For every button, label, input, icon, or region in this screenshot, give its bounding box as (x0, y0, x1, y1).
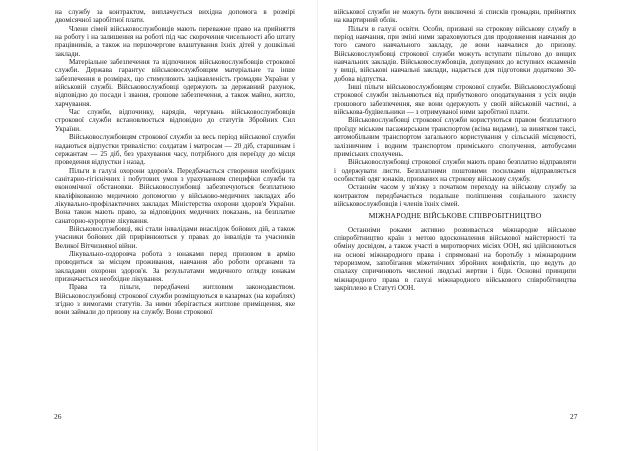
paragraph: Пільги в галузі освіти. Особи, призвані на строкову військову службу в період навчання, при зміні ними зараховуються для продовження навчання до того самого навчального закладу, де вони навчалися до призову. Військовослужбовці строкової служби можуть вступати пільгово до вищих навчальних закладів. Військовослужбовців, допущених до вступних екзаменів у вищі, військові навчальні заклади, надається для підготовки додатково 30-добова відпустка. (334, 24, 576, 83)
paragraph: Лікувально-оздоровча робота з юнаками перед призовом в армію проводиться за місцем проживання, навчання або роботи органами та закладами охорони здоров'я. За результатами медичного огляду юнакам призначається необхідне лікування. (55, 249, 295, 283)
section-heading: МІЖНАРОДНЕ ВІЙСЬКОВЕ СПІВРОБІТНИЦТВО (368, 211, 542, 221)
paragraph: Члени сімей військовослужбовців мають переважне право на прийняття на роботу і на залишення на роботі під час скорочення чисельності або штату працівників, а також на першочергове влаштування їхніх дітей у дошкільні заклади. (55, 24, 295, 58)
left-page-text (55, 8, 295, 408)
paragraph: Військовослужбовцям строкової служби за весь період військової служби надаються відпустки тривалістю: солдатам і матросам — 20 діб, старшинам і сержантам — 25 діб, без урахування часу, потрібного для переїзду до місця проведення відпустки і назад. (55, 133, 295, 167)
paragraph: на службу за контрактом, виплачується вихідна допомога в розмірі двомісячної заробітної плати. (55, 8, 295, 25)
paragraph: Військовослужбовці строкової служби користуються правом безплатного проїзду міським пасажирським транспортом (всіма видами), за винятком таксі, автомобільним транспортом загального користування у сільській місцевості, залізничним і водним транспортом приміського сполучення, автобусами приміських сполучень. (334, 116, 576, 158)
page-number-left: 26 (54, 412, 62, 421)
paragraph: Військовослужбовці строкової служби мають право безплатно відправляти і одержувати листи. Безплатними поштовими посилками відправляється особистий одяг юнаків, призваних на строкову військову службу. (334, 158, 576, 183)
page-number-right: 27 (570, 412, 578, 421)
paragraph: Останнім часом у зв'язку з початком переходу на військову службу за контрактом передбачається подальше поліпшення соціального захисту військовослужбовців і членів їхніх сімей. (334, 183, 576, 208)
book-gutter (317, 0, 318, 451)
paragraph: військової служби не можуть бути виключені зі списків громадян, прийнятих на квартирний облік. (334, 8, 576, 25)
right-page-text (334, 8, 576, 408)
paragraph: Матеріальне забезпечення та відпочинок військовослужбовців строкової служби. Держава гарантує військовослужбовцям матеріальне та інше забезпечення в розмірах, що стимулюють зацікавленість громадян України у військовій службі. Військовослужбовці одержують за державний рахунок, відповідно до посади і звання, грошове забезпечення, а також майно, житло, харчування. (55, 58, 295, 108)
paragraph: Інші пільги військовослужбовцям строкової служби. Військовослужбовці строкової служби звільняються від прибуткового оподаткування з усіх видів грошового забезпечення, яке вони одержують у своїй військовій частині, а військова-будівельники — з отримуваної ними заробітної плати. (334, 83, 576, 117)
paragraph: Права та пільги, передбачені житловим законодавством. Військовослужбовці строкової служби розміщуються в казармах (на кораблях) згідно з вимогами статутів. За ними зберігається житлове приміщення, яке вони займали до призову на службу. Вони строкової (55, 283, 295, 317)
paragraph: Останніми роками активно розвивається міжнародне військове співробітництво країн з метою вдосконалення військової майстерності та обміну досвідом, а також участі в миротворчих місіях ООН, які здійснюються на основі міжнародного права і спрямовані на боротьбу з міжнародним тероризмом, запобігання міжетнічних збройних конфліктів, що ведуть до спалаху спричиняють численні людські жертви і біди. Основні принципи міжнародного права в галузі міжнародного військового співробітництва закріплено в Статуті ООН. (334, 225, 576, 292)
paragraph: Час служби, відпочинку, нарядів, чергувань військовослужбовців строкової служби встановлюється відповідно до статутів Збройних Сил України. (55, 108, 295, 133)
paragraph: Пільги в галузі охорони здоров'я. Передбачається створення необхідних санітарно-гігієнічних і побутових умов з урахуванням специфіки служби та економічної обстановки. Військовослужбовці забезпечуються безплатною кваліфікованою медичною допомогою у військово-медичних закладах або лікувально-профілактичних закладах Міністерства охорони здоров'я України. Вона також мають право, за відповідних медичних показань, на безплатне санаторно-курортне лікування. (55, 166, 295, 225)
paragraph: Військовослужбовці, які стали інвалідами внаслідок бойових дій, а також учасники бойових дій прирівнюються у правах до інвалідів та учасників Великої Вітчизняної війни. (55, 224, 295, 250)
